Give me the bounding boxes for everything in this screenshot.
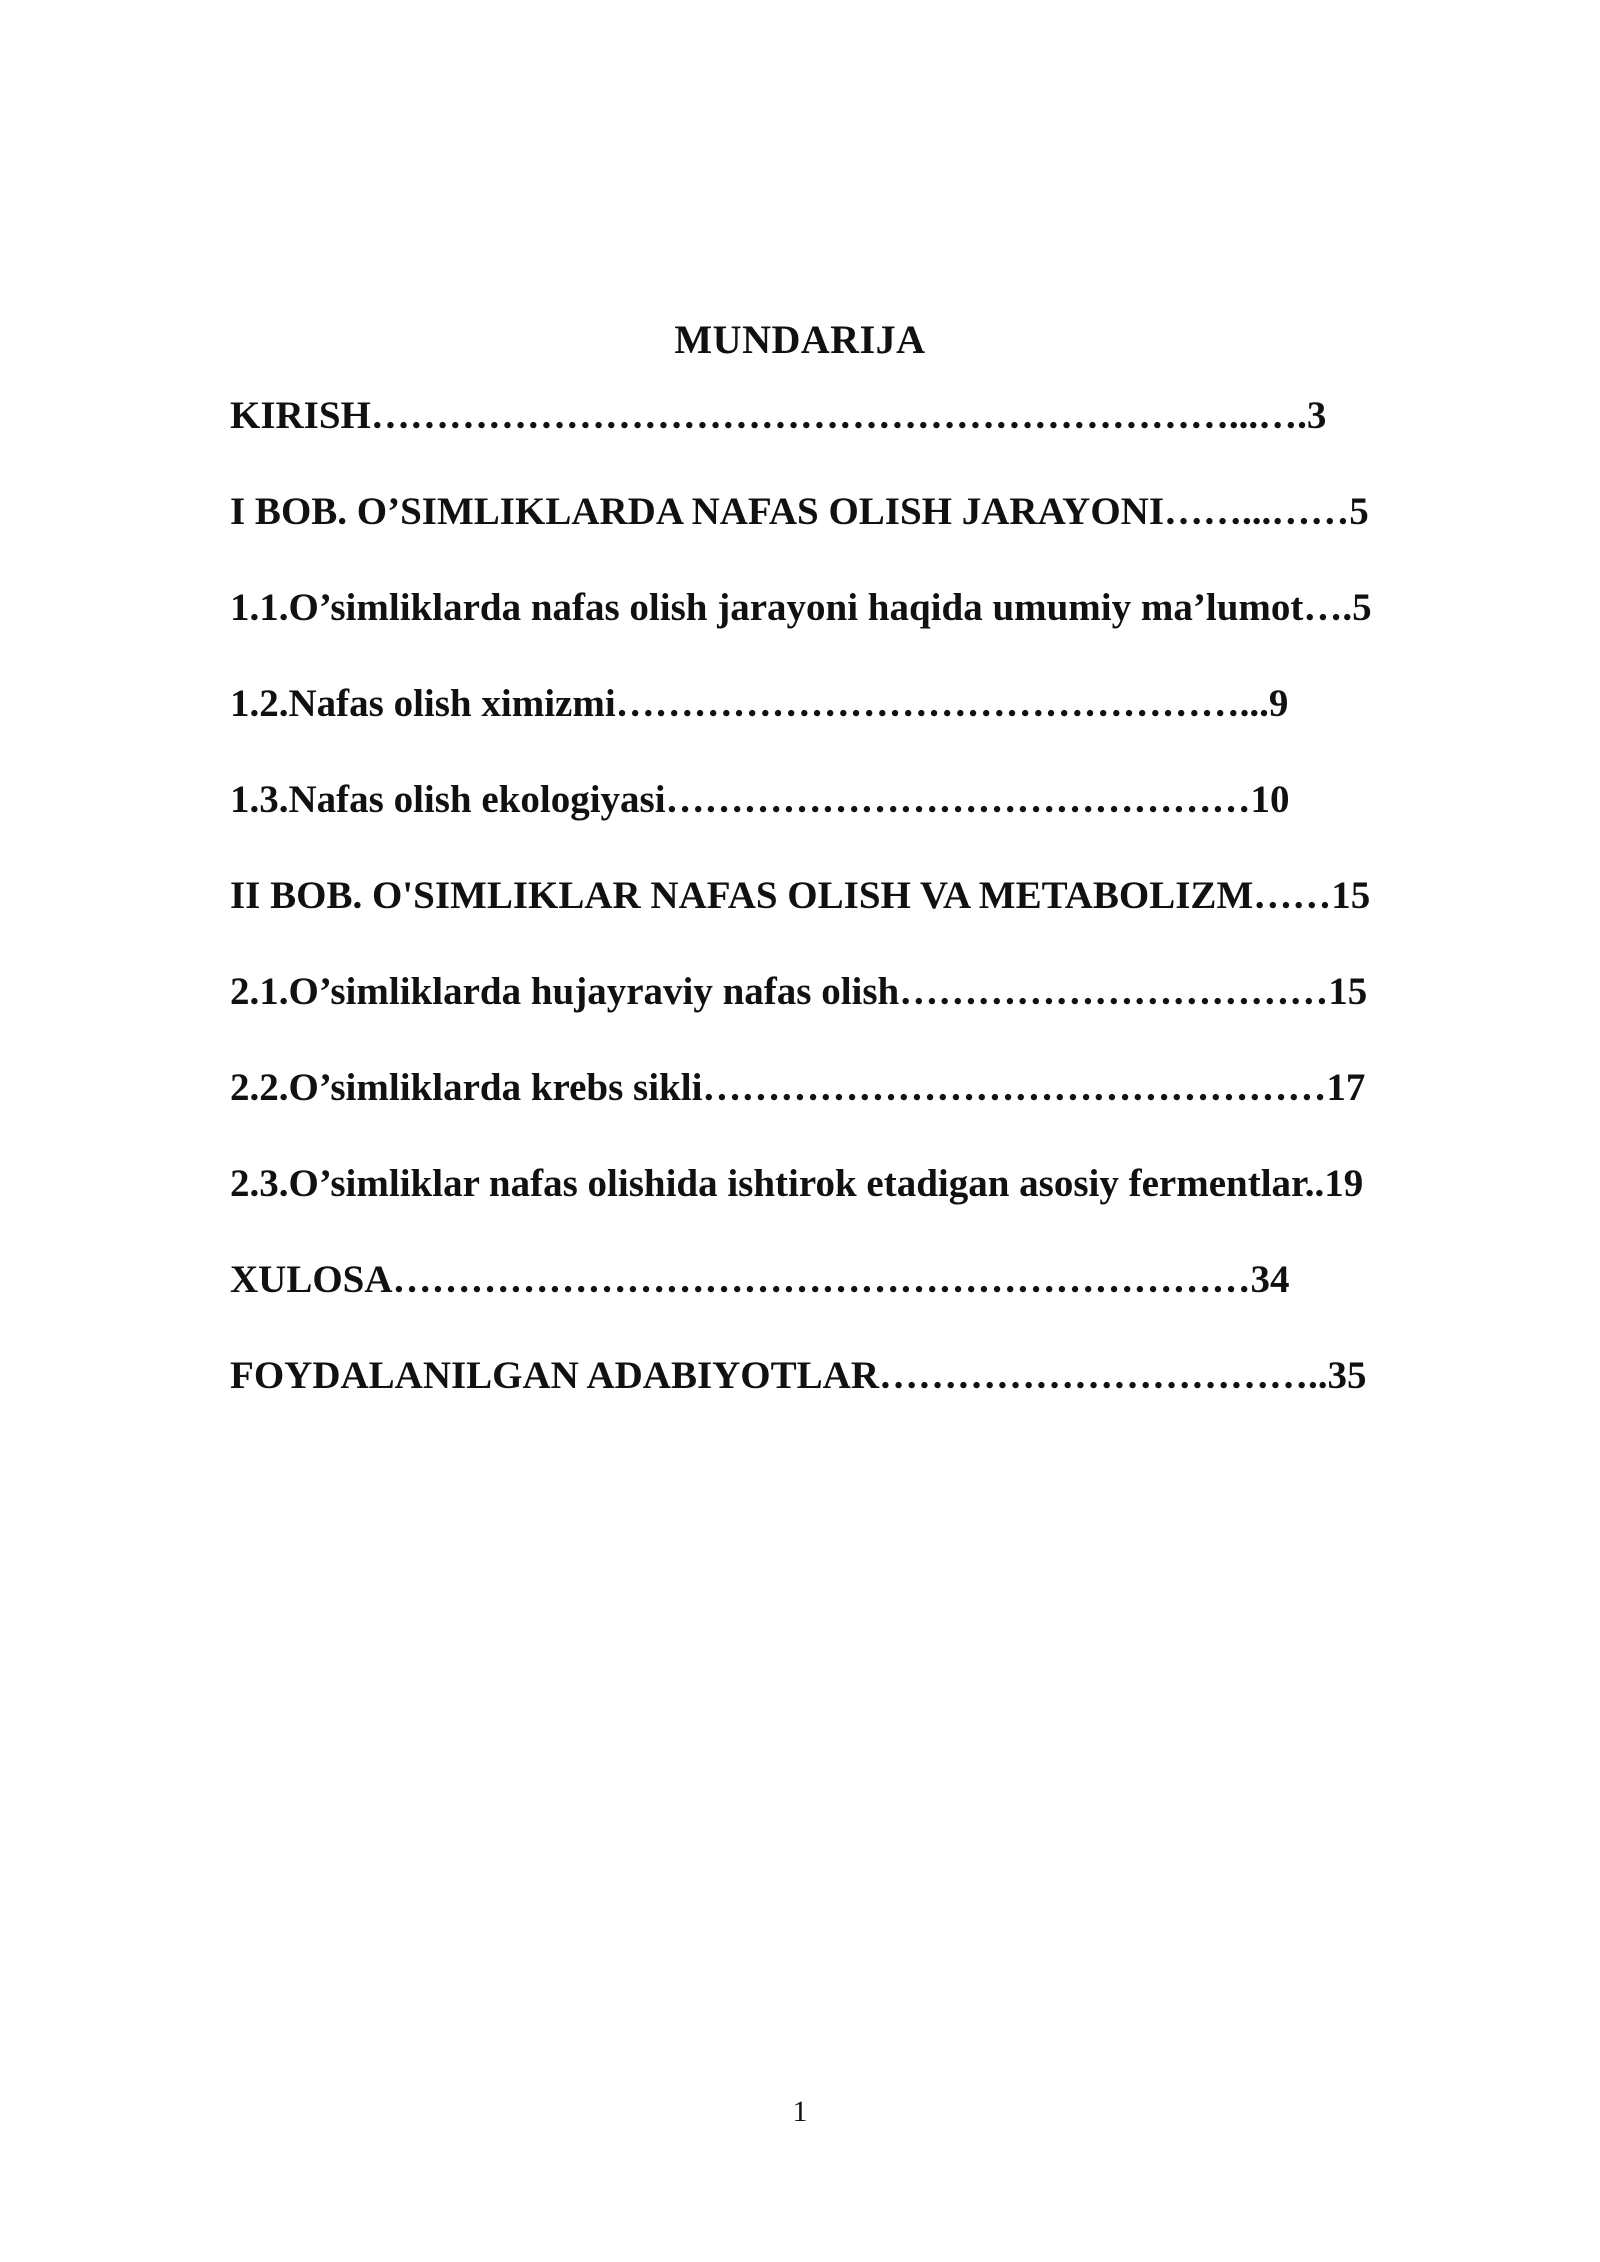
toc-entry-text: XULOSA…………………………………………………………34 (230, 1258, 1290, 1301)
toc-entry-xulosa (230, 1252, 1485, 1308)
toc-entry-adabiyotlar (230, 1348, 1485, 1404)
toc-entry-section-1-3 (230, 772, 1485, 828)
toc-entry-section-2-2 (230, 1060, 1485, 1116)
page-number: 1 (792, 2095, 808, 2128)
toc-entry-chapter-2 (230, 868, 1485, 924)
toc-entry-text: 2.3.O’simliklar nafas olishida ishtirok etadigan asosiy fermentlar..19 (230, 1162, 1364, 1205)
toc-entry-text: KIRISH…………………………………………………………...….3 (230, 394, 1327, 437)
toc-entry-text: 2.2.O’simliklarda krebs sikli…………………………………………17 (230, 1066, 1366, 1109)
toc-entry-text: 2.1.O’simliklarda hujayraviy nafas olish……………………………15 (230, 970, 1368, 1013)
toc-entry-text: 1.2.Nafas olish ximizmi…………………………………………...9 (230, 682, 1289, 725)
toc-entry-text: 1.1.O’simliklarda nafas olish jarayoni haqida umumiy ma’lumot….5 (230, 586, 1372, 629)
toc-entry-chapter-1 (230, 484, 1485, 540)
toc-entry-text: 1.3.Nafas olish ekologiyasi………………………………………10 (230, 778, 1290, 821)
toc-entry-section-1-1 (230, 580, 1485, 636)
toc-entry-section-1-2 (230, 676, 1485, 732)
toc-entry-text: II BOB. O'SIMLIKLAR NAFAS OLISH VA METABOLIZM……15 (230, 874, 1371, 917)
toc-entry-text: FOYDALANILGAN ADABIYOTLAR……………………………..35 (230, 1354, 1367, 1397)
toc-entry-section-2-1 (230, 964, 1485, 1020)
toc-entry-kirish (230, 388, 1485, 444)
toc-entry-text: I BOB. O’SIMLIKLARDA NAFAS OLISH JARAYONI……...……5 (230, 490, 1369, 533)
toc-entry-section-2-3 (230, 1156, 1485, 1212)
toc-title: MUNDARIJA (674, 317, 926, 362)
